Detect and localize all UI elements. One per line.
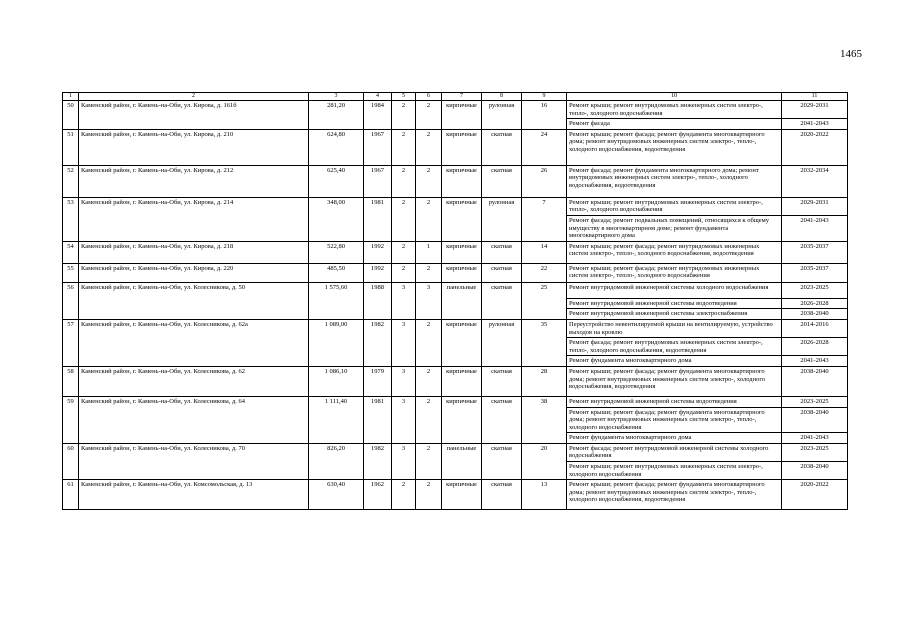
cell-work-period: 2038-2040 (782, 366, 848, 396)
cell-year-built: 1982 (364, 443, 392, 479)
table-row (63, 165, 848, 197)
cell-address: Каменский район, г. Камень-на-Оби, ул. Кирова, д. 212 (79, 165, 309, 197)
cell-work-period: 2041-2043 (782, 215, 848, 241)
cell-floors: 2 (392, 165, 416, 197)
cell-entrances: 1 (416, 241, 442, 263)
cell-work-period: 2035-2037 (782, 263, 848, 282)
column-number: 4 (364, 93, 392, 101)
cell-wall-material: кирпичные (442, 197, 482, 241)
cell-work-period: 2026-2028 (782, 298, 848, 309)
cell-entrances: 2 (416, 165, 442, 197)
cell-row-number: 59 (63, 396, 79, 443)
cell-floors: 3 (392, 319, 416, 366)
cell-year-built: 1992 (364, 263, 392, 282)
cell-work-period: 2026-2028 (782, 338, 848, 356)
cell-roof-type: скатная (482, 241, 522, 263)
cell-work-period: 2041-2043 (782, 119, 848, 130)
register-body (63, 93, 848, 510)
cell-work-period: 2038-2040 (782, 309, 848, 320)
table-row (63, 319, 848, 337)
table-row (63, 101, 848, 119)
cell-address: Каменский район, г. Камень-на-Оби, ул. Колесникова, д. 70 (79, 443, 309, 479)
table-row (63, 396, 848, 407)
cell-entrances: 3 (416, 282, 442, 319)
cell-apartments: 13 (522, 480, 567, 510)
cell-roof-type: скатная (482, 282, 522, 319)
cell-work-description: Ремонт крыши; ремонт фасада; ремонт внутридомовых инженерных систем электро-, тепло-, холодного водоснабжения (567, 263, 782, 282)
cell-address: Каменский район, г. Камень-на-Оби, ул. Кирова, д. 214 (79, 197, 309, 241)
cell-year-built: 1979 (364, 366, 392, 396)
cell-roof-type: скатная (482, 396, 522, 443)
register-table (62, 92, 848, 510)
cell-roof-type: скатная (482, 263, 522, 282)
table-row (63, 366, 848, 396)
cell-wall-material: кирпичные (442, 480, 482, 510)
cell-apartments: 14 (522, 241, 567, 263)
column-number: 3 (309, 93, 364, 101)
cell-area: 348,00 (309, 197, 364, 241)
cell-wall-material: кирпичные (442, 129, 482, 165)
cell-work-period: 2035-2037 (782, 241, 848, 263)
cell-floors: 2 (392, 480, 416, 510)
cell-apartments: 26 (522, 165, 567, 197)
cell-work-description: Ремонт крыши; ремонт фасада; ремонт фундамента многоквартирного дома; ремонт внутридомовых инженерных систем электро-, холодного водоснабжения, водоотведения (567, 366, 782, 396)
cell-floors: 2 (392, 197, 416, 241)
column-number: 7 (442, 93, 482, 101)
table-row (63, 263, 848, 282)
cell-work-period: 2029-2031 (782, 197, 848, 215)
cell-address: Каменский район, г. Камень-на-Оби, ул. Кирова, д. 220 (79, 263, 309, 282)
cell-apartments: 25 (522, 282, 567, 319)
cell-row-number: 58 (63, 366, 79, 396)
cell-work-period: 2041-2043 (782, 356, 848, 367)
table-row (63, 443, 848, 461)
cell-work-description: Ремонт крыши; ремонт внутридомовых инженерных систем электро-, холодного водоснабжения (567, 462, 782, 480)
cell-roof-type: рулонная (482, 197, 522, 241)
cell-area: 826,20 (309, 443, 364, 479)
cell-row-number: 60 (63, 443, 79, 479)
cell-work-description: Ремонт крыши; ремонт внутридомовых инженерных систем электро-, тепло-, холодного водоснабжения (567, 101, 782, 119)
cell-roof-type: скатная (482, 443, 522, 479)
cell-row-number: 55 (63, 263, 79, 282)
cell-work-description: Ремонт внутридомовой инженерной системы водоотведения (567, 298, 782, 309)
cell-wall-material: кирпичные (442, 263, 482, 282)
cell-wall-material: кирпичные (442, 165, 482, 197)
cell-floors: 2 (392, 101, 416, 130)
cell-apartments: 16 (522, 101, 567, 130)
cell-work-description: Ремонт фасада; ремонт подвальных помещений, относящихся к общему имуществу в многоквартирном доме; ремонт фундамента многоквартирного дома (567, 215, 782, 241)
cell-entrances: 2 (416, 396, 442, 443)
cell-work-description: Ремонт крыши; ремонт фасада; ремонт фундамента многоквартирного дома; ремонт внутридомовых инженерных систем электро-, тепло-, холодного водоснабжения, водоотведения (567, 129, 782, 165)
cell-work-period: 2023-2025 (782, 282, 848, 298)
cell-roof-type: рулонная (482, 101, 522, 130)
column-number: 1 (63, 93, 79, 101)
cell-area: 624,80 (309, 129, 364, 165)
cell-row-number: 61 (63, 480, 79, 510)
cell-work-description: Ремонт внутридомовой инженерной системы холодного водоснабжения (567, 282, 782, 298)
cell-work-period: 2020-2022 (782, 129, 848, 165)
cell-floors: 3 (392, 282, 416, 319)
cell-area: 625,40 (309, 165, 364, 197)
cell-work-period: 2041-2043 (782, 433, 848, 444)
cell-entrances: 2 (416, 101, 442, 130)
cell-year-built: 1981 (364, 197, 392, 241)
cell-wall-material: кирпичные (442, 241, 482, 263)
cell-address: Каменский район, г. Камень-на-Оби, ул. Колесникова, д. 62 (79, 366, 309, 396)
column-number: 2 (79, 93, 309, 101)
cell-roof-type: скатная (482, 366, 522, 396)
cell-address: Каменский район, г. Камень-на-Оби, ул. Кирова, д. 210 (79, 129, 309, 165)
cell-address: Каменский район, г. Камень-на-Оби, ул. Колесникова, д. 62а (79, 319, 309, 366)
cell-apartments: 35 (522, 319, 567, 366)
cell-apartments: 24 (522, 129, 567, 165)
cell-address: Каменский район, г. Камень-на-Оби, ул. Колесникова, д. 50 (79, 282, 309, 319)
page-number: 1465 (840, 48, 862, 60)
cell-floors: 3 (392, 366, 416, 396)
cell-apartments: 20 (522, 443, 567, 479)
cell-apartments: 28 (522, 366, 567, 396)
cell-roof-type: скатная (482, 129, 522, 165)
cell-roof-type: скатная (482, 480, 522, 510)
cell-row-number: 57 (63, 319, 79, 366)
cell-work-period: 2014-2016 (782, 319, 848, 337)
cell-work-description: Ремонт внутридомовой инженерной системы водоотведения (567, 396, 782, 407)
cell-row-number: 56 (63, 282, 79, 319)
cell-work-description: Ремонт фундамента многоквартирного дома (567, 433, 782, 444)
cell-year-built: 1988 (364, 282, 392, 319)
cell-work-period: 2038-2040 (782, 462, 848, 480)
cell-floors: 2 (392, 263, 416, 282)
cell-work-period: 2029-2031 (782, 101, 848, 119)
cell-year-built: 1992 (364, 241, 392, 263)
cell-apartments: 22 (522, 263, 567, 282)
cell-apartments: 38 (522, 396, 567, 443)
cell-work-period: 2023-2025 (782, 396, 848, 407)
cell-apartments: 7 (522, 197, 567, 241)
cell-work-description: Ремонт крыши; ремонт фасада; ремонт фундамента многоквартирного дома; ремонт внутридомовых инженерных систем электро-, тепло-, холодного водоснабжения, водоотведения (567, 480, 782, 510)
table-row (63, 197, 848, 215)
cell-entrances: 2 (416, 480, 442, 510)
cell-work-description: Переустройство невентилируемой крыши на вентилируемую, устройство выходов на кровлю (567, 319, 782, 337)
cell-wall-material: кирпичные (442, 319, 482, 366)
cell-work-period: 2038-2040 (782, 407, 848, 433)
cell-work-description: Ремонт крыши; ремонт фасада; ремонт внутридомовых инженерных систем электро-, тепло-, холодного водоснабжения, водоотведения (567, 241, 782, 263)
cell-work-description: Ремонт крыши; ремонт внутридомовых инженерных систем электро-, тепло-, холодного водоснабжения (567, 197, 782, 215)
cell-row-number: 52 (63, 165, 79, 197)
cell-floors: 2 (392, 241, 416, 263)
cell-work-period: 2023-2025 (782, 443, 848, 461)
cell-address: Каменский район, г. Камень-на-Оби, ул. Колесникова, д. 64 (79, 396, 309, 443)
cell-address: Каменский район, г. Камень-на-Оби, ул. Кирова, д. 161б (79, 101, 309, 130)
cell-area: 281,20 (309, 101, 364, 130)
cell-year-built: 1981 (364, 396, 392, 443)
cell-area: 1 086,10 (309, 366, 364, 396)
cell-entrances: 2 (416, 443, 442, 479)
cell-entrances: 2 (416, 366, 442, 396)
cell-work-period: 2032-2034 (782, 165, 848, 197)
cell-floors: 3 (392, 396, 416, 443)
table-row (63, 129, 848, 165)
cell-wall-material: панельные (442, 282, 482, 319)
cell-address: Каменский район, г. Камень-на-Оби, ул. Комсомольская, д. 13 (79, 480, 309, 510)
cell-year-built: 1982 (364, 319, 392, 366)
cell-work-description: Ремонт фасада (567, 119, 782, 130)
cell-area: 1 089,00 (309, 319, 364, 366)
cell-row-number: 53 (63, 197, 79, 241)
cell-work-description: Ремонт фундамента многоквартирного дома (567, 356, 782, 367)
column-number: 10 (567, 93, 782, 101)
cell-work-description: Ремонт крыши; ремонт фасада; ремонт фундамента многоквартирного дома; ремонт внутридомовых инженерных систем электро-, тепло-, холодного водоснабжения (567, 407, 782, 433)
cell-row-number: 51 (63, 129, 79, 165)
cell-floors: 2 (392, 129, 416, 165)
table-row (63, 241, 848, 263)
cell-area: 485,50 (309, 263, 364, 282)
cell-floors: 3 (392, 443, 416, 479)
cell-work-description: Ремонт фасада; ремонт внутридомовых инженерных систем электро-, тепло-, холодного водоснабжения, водоотведения (567, 338, 782, 356)
column-number: 9 (522, 93, 567, 101)
cell-wall-material: кирпичные (442, 101, 482, 130)
cell-entrances: 2 (416, 129, 442, 165)
cell-work-description: Ремонт фасада; ремонт внутридомовой инженерной системы холодного водоснабжения (567, 443, 782, 461)
cell-wall-material: панельные (442, 443, 482, 479)
cell-work-description: Ремонт внутридомовой инженерной системы электроснабжения (567, 309, 782, 320)
cell-entrances: 2 (416, 263, 442, 282)
cell-area: 1 575,60 (309, 282, 364, 319)
cell-area: 630,40 (309, 480, 364, 510)
cell-roof-type: скатная (482, 165, 522, 197)
cell-entrances: 2 (416, 319, 442, 366)
cell-wall-material: кирпичные (442, 396, 482, 443)
cell-year-built: 1984 (364, 101, 392, 130)
cell-row-number: 50 (63, 101, 79, 130)
cell-area: 1 111,40 (309, 396, 364, 443)
cell-year-built: 1967 (364, 129, 392, 165)
column-number: 8 (482, 93, 522, 101)
cell-year-built: 1962 (364, 480, 392, 510)
cell-work-period: 2020-2022 (782, 480, 848, 510)
cell-roof-type: рулонная (482, 319, 522, 366)
column-number: 5 (392, 93, 416, 101)
cell-area: 522,80 (309, 241, 364, 263)
cell-work-description: Ремонт фасада; ремонт фундамента многоквартирного дома; ремонт внутридомовых инженерных систем электро-, тепло-, холодного водоснабжения, водоотведения (567, 165, 782, 197)
table-row (63, 480, 848, 510)
column-number: 11 (782, 93, 848, 101)
column-number-row (63, 93, 848, 101)
cell-row-number: 54 (63, 241, 79, 263)
cell-entrances: 2 (416, 197, 442, 241)
cell-wall-material: кирпичные (442, 366, 482, 396)
table-row (63, 282, 848, 298)
cell-address: Каменский район, г. Камень-на-Оби, ул. Кирова, д. 218 (79, 241, 309, 263)
column-number: 6 (416, 93, 442, 101)
cell-year-built: 1967 (364, 165, 392, 197)
